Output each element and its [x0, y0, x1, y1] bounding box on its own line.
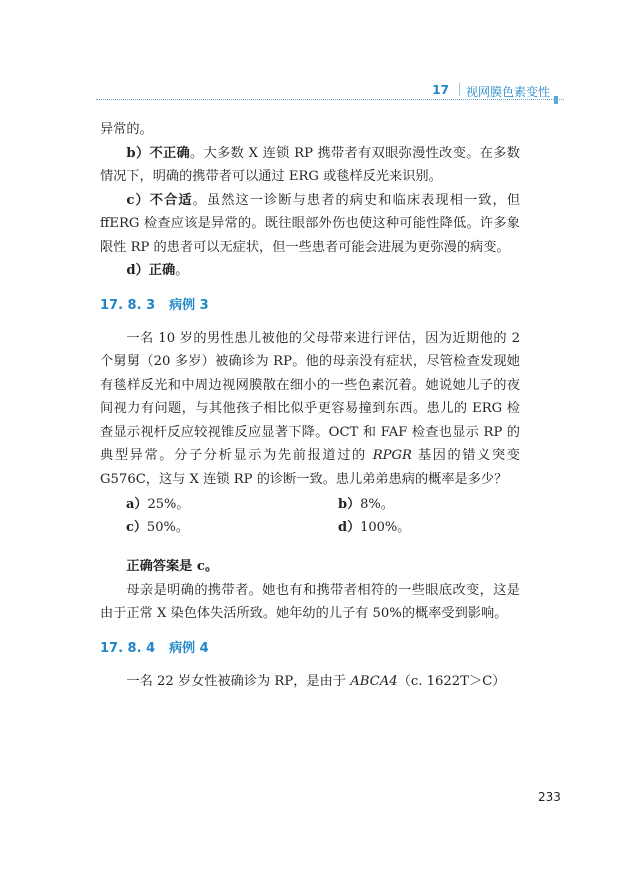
header-rule [96, 99, 564, 100]
case-3-text-1: 一名 10 岁的男性患儿被他的父母带来进行评估，因为近期他的 2 个舅舅（20 多岁）被确诊为 RP。他的母亲没有症状，尽管检查发现她有毯样反光和中周边视网膜散在细小的一些色素沉着。她说她儿子的夜间视力有问题，与其他孩子相比似乎更容易撞到东西。患儿的 ERG 检查显示视杆反应较视锥反应显著下降。OCT 和 FAF 检查也显示 RP 的典型异常。分子分析显示为先前报道过的 [100, 330, 520, 463]
option-d-explanation [100, 259, 520, 283]
option-value: 25%。 [147, 497, 190, 512]
option-c-verdict: c）不合适 [126, 192, 193, 208]
option-b-verdict: b）不正确 [126, 145, 191, 161]
option-c [126, 516, 338, 539]
option-d [338, 516, 546, 539]
correct-answer-text: 正确答案是 c。 [126, 559, 219, 574]
option-value: 100%。 [360, 520, 411, 535]
section-title: 病例 4 [169, 640, 209, 656]
page-body [100, 118, 520, 693]
option-d-verdict: d）正确 [126, 263, 176, 278]
case-4-text-1: 一名 22 岁女性被确诊为 RP，是由于 [126, 673, 351, 689]
option-b [338, 493, 546, 516]
section-heading-case-4 [100, 638, 520, 660]
option-label: a） [126, 497, 148, 512]
option-b-text: 。大多数 X 连锁 RP 携带者有双眼弥漫性改变。在多数情况下，明确的携带者可以通过 ERG 或毯样反光来识别。 [100, 145, 520, 184]
option-c-explanation [100, 189, 520, 260]
answer-explanation: 母亲是明确的携带者。她也有和携带者相符的一些眼底改变，这是由于正常 X 染色体失活所致。她年幼的儿子有 50%的概率受到影响。 [100, 582, 520, 621]
case-4-text-2: （c. 1622T＞C） [397, 673, 506, 689]
paragraph-continued: 异常的。 [100, 122, 153, 137]
option-d-text: 。 [175, 263, 189, 278]
option-value: 50%。 [146, 520, 189, 535]
case-4-description [100, 670, 520, 694]
option-a [126, 493, 338, 516]
gene-name: ABCA4 [350, 673, 398, 689]
answer-options [100, 493, 520, 539]
section-number: 17. 8. 4 [100, 640, 156, 656]
correct-answer [100, 555, 520, 579]
gene-name: RPGR [372, 448, 412, 463]
option-label: d） [338, 520, 361, 535]
case-3-description [100, 327, 520, 492]
option-value: 8%。 [360, 497, 394, 512]
option-b-explanation [100, 142, 520, 189]
chapter-number: 17 [432, 83, 449, 97]
chapter-title: 视网膜色素变性 [465, 85, 550, 99]
header-separator [459, 83, 460, 96]
option-label: c） [126, 520, 147, 535]
running-header [96, 82, 564, 100]
section-title: 病例 3 [169, 297, 209, 313]
section-number: 17. 8. 3 [100, 297, 156, 313]
page-number: 233 [538, 790, 561, 804]
option-c-text: 。虽然这一诊断与患者的病史和临床表现相一致，但 ffERG 检查应该是异常的。既往眼部外伤也使这种可能性降低。许多象限性 RP 的患者可以无症状，但一些患者可能会进展为更弥漫的病变。 [100, 192, 521, 255]
header-rule-mark [554, 96, 558, 104]
spacer [100, 539, 520, 555]
option-label: b） [338, 497, 361, 512]
case-3-text-2: 基因的错义突变 G576C，这与 X 连锁 RP 的诊断一致。患儿弟弟患病的概率是多少？ [100, 448, 520, 487]
section-heading-case-3 [100, 295, 520, 317]
